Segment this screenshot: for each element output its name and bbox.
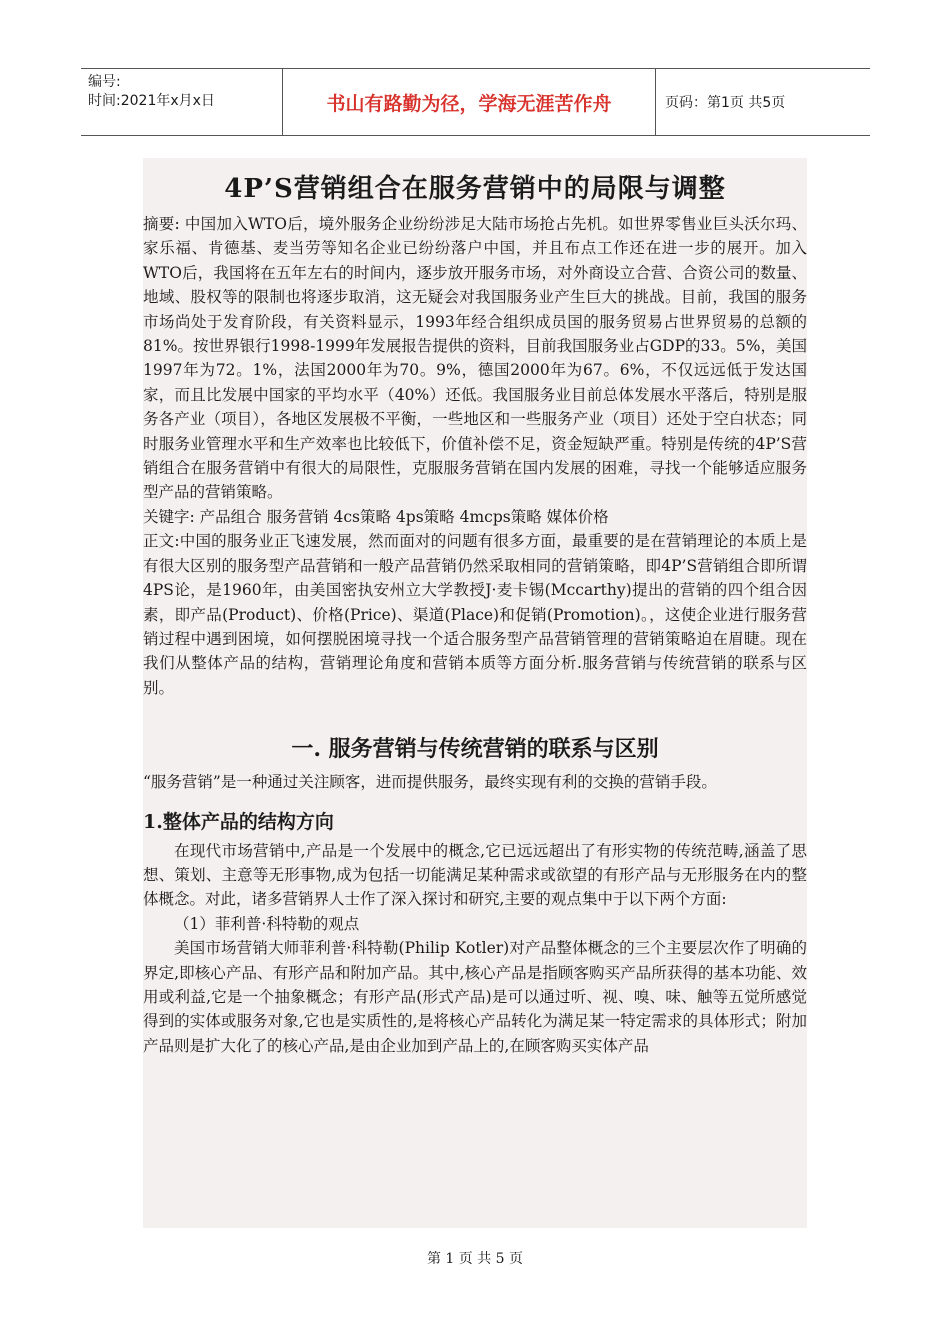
- document-title: 4P’S营销组合在服务营销中的局限与调整: [224, 174, 726, 204]
- time-label: 时间:2021年x月x日: [88, 93, 215, 109]
- abstract-paragraph: 摘要: 中国加入WTO后，境外服务企业纷纷涉足大陆市场抢占先机。如世界零售业巨头沃尔玛、家乐福、肯德基、麦当劳等知名企业已纷纷落户中国，并且布点工作还在进一步的展开。加入WTO后，我国将在五年左右的时间内，逐步放开服务市场，对外商设立合营、合资公司的数量、地域、股权等的限制也将逐步取消，这无疑会对我国服务业产生巨大的挑战。目前，我国的服务市场尚处于发育阶段，有关资料显示，1993年经合组织成员国的服务贸易占世界贸易的总额的81%。按世界银行1998-1999年发展报告提供的资料，目前我国服务业占GDP的33。5%，美国1997年为72。1%，法国2000年为70。9%，德国2000年为67。6%，不仅远远低于发达国家，而且比发展中国家的平均水平（40%）还低。我国服务业目前总体发展水平落后，特别是服务各产业（项目），各地区发展极不平衡，一些地区和一些服务产业（项目）还处于空白状态；同时服务业管理水平和生产效率也比较低下，价值补偿不足，资金短缺严重。特别是传统的4P’S营销组合在服务营销中有很大的局限性，克服服务营销在国内发展的困难，寻找一个能够适应服务型产品的营销策略。: [143, 215, 807, 502]
- subsection-paragraph: 在现代市场营销中,产品是一个发展中的概念,它已远远超出了有形实物的传统范畴,涵盖了思想、策划、主意等无形事物,成为包括一切能满足某种需求或欲望的有形产品与无形服务在内的整体概念。对此，诸多营销界人士作了深入探讨和研究,主要的观点集中于以下两个方面:: [143, 841, 807, 909]
- point-heading: （1）菲利普·科特勒的观点: [174, 914, 360, 933]
- number-label: 编号:: [88, 74, 121, 90]
- page-footer: 第 1 页 共 5 页: [426, 1251, 524, 1267]
- header-meta: [81, 69, 282, 135]
- document-body: [143, 158, 807, 1228]
- keywords-line: 关键字: 产品组合 服务营销 4cs策略 4ps策略 4mcps策略 媒体价格: [143, 507, 609, 526]
- section-heading: 一. 服务营销与传统营销的联系与区别: [291, 736, 659, 763]
- header-page-info: 页码：第1页 共5页: [665, 95, 786, 111]
- page-header: [81, 68, 870, 136]
- body-paragraph: 正文:中国的服务业正飞速发展，然而面对的问题有很多方面，最重要的是在营销理论的本质上是有很大区别的服务型产品营销和一般产品营销仍然采取相同的营销策略，即4P’S营销组合即所谓4PS论，是1960年，由美国密执安州立大学教授J·麦卡锡(Mccarthy)提出的营销的四个组合因素，即产品(Product)、价格(Price)、渠道(Place)和促销(Promotion)。，这使企业进行服务营销过程中遇到困境，如何摆脱困境寻找一个适合服务型产品营销管理的营销策略迫在眉睫。现在我们从整体产品的结构，营销理论角度和营销本质等方面分析.服务营销与传统营销的联系与区别。: [143, 532, 807, 697]
- header-motto: 书山有路勤为径，学海无涯苦作舟: [282, 69, 656, 135]
- subsection-heading: 1.整体产品的结构方向: [143, 810, 334, 833]
- section-intro: “服务营销”是一种通过关注顾客，进而提供服务，最终实现有利的交换的营销手段。: [143, 773, 717, 792]
- point-paragraph: 美国市场营销大师菲利普·科特勒(Philip Kotler)对产品整体概念的三个主要层次作了明确的界定,即核心产品、有形产品和附加产品。其中,核心产品是指顾客购买产品所获得的基本功能、效用或利益,它是一个抽象概念；有形产品(形式产品)是可以通过听、视、嗅、味、触等五觉所感觉得到的实体或服务对象,它也是实质性的,是将核心产品转化为满足某一特定需求的具体形式；附加产品则是扩大化了的核心产品,是由企业加到产品上的,在顾客购买实体产品: [143, 939, 807, 1055]
